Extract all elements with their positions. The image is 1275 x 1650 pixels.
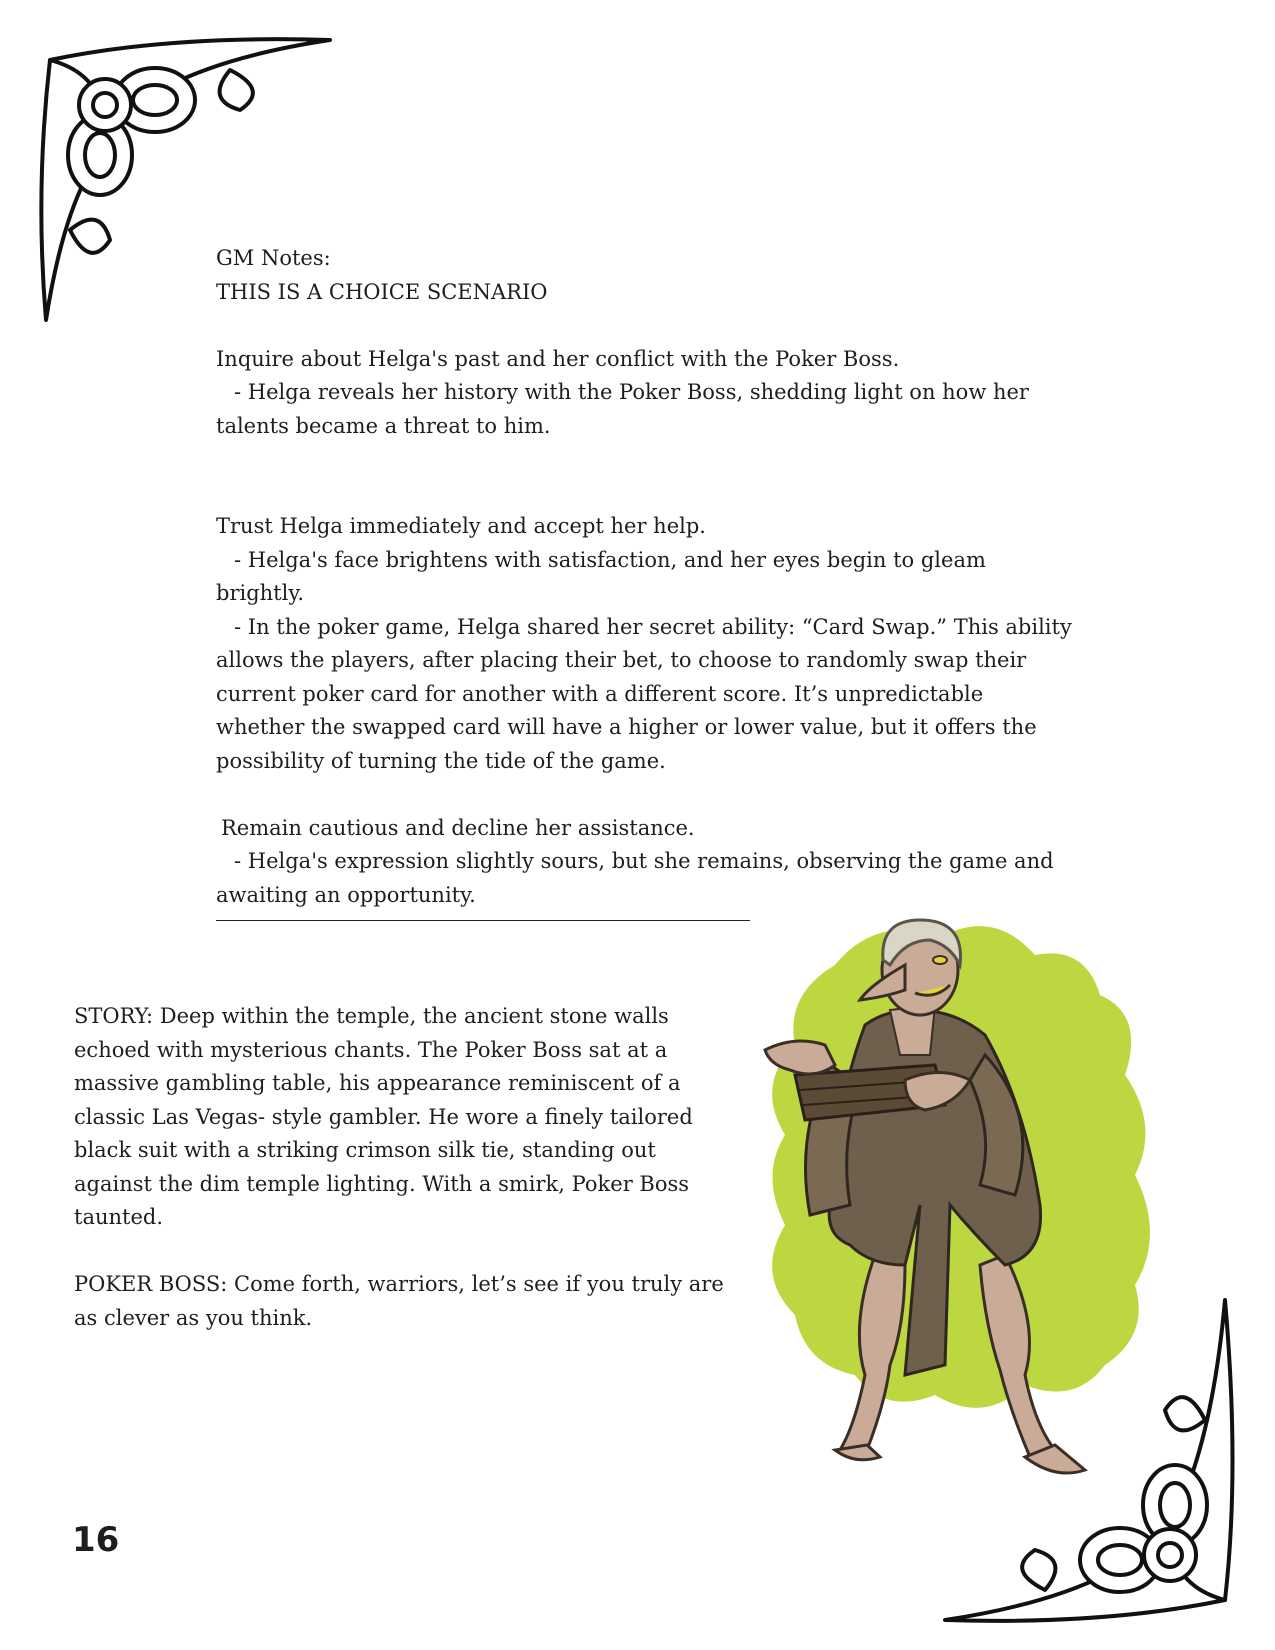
choice-2-title: Trust Helga immediately and accept her help. bbox=[216, 514, 706, 538]
choice-1-result-1: - Helga reveals her history with the Poker Boss, shedding light on how her talents became a threat to him. bbox=[216, 380, 1029, 438]
page-number: 16 bbox=[72, 1520, 120, 1560]
helga-illustration bbox=[755, 905, 1175, 1495]
section-divider bbox=[216, 920, 750, 921]
choice-1-title: Inquire about Helga's past and her conflict with the Poker Boss. bbox=[216, 346, 900, 371]
gm-notes-heading: GM Notes: bbox=[216, 246, 331, 270]
choice-3-result-1: - Helga's expression slightly sours, but she remains, observing the game and awaiting an opportunity. bbox=[216, 849, 1054, 907]
gm-notes-subheading: THIS IS A CHOICE SCENARIO bbox=[216, 279, 548, 304]
story-section bbox=[74, 1000, 734, 1335]
choice-2-result-1: - Helga's face brightens with satisfaction, and her eyes begin to gleam brightly. bbox=[216, 547, 986, 605]
choice-3-title: Remain cautious and decline her assistance. bbox=[221, 815, 695, 840]
story-paragraph: STORY: Deep within the temple, the ancient stone walls echoed with mysterious chants. The Poker Boss sat at a massive gambling table, his appearance reminiscent of a classic Las Vegas- style gambler. He wore a finely tailored black suit with a striking crimson silk tie, standing out against the dim temple lighting. With a smirk, Poker Boss taunted. bbox=[74, 1004, 693, 1229]
gm-notes-section bbox=[216, 242, 1076, 912]
poker-boss-dialogue: POKER BOSS: Come forth, warriors, let’s see if you truly are as clever as you think. bbox=[74, 1272, 724, 1330]
choice-2-result-2: - In the poker game, Helga shared her secret ability: “Card Swap.” This ability allows the players, after placing their bet, to choose to randomly swap their current poker card for another with a different score. It’s unpredictable whether the swapped card will have a higher or lower value, but it offers the possibility of turning the tide of the game. bbox=[216, 614, 1072, 773]
